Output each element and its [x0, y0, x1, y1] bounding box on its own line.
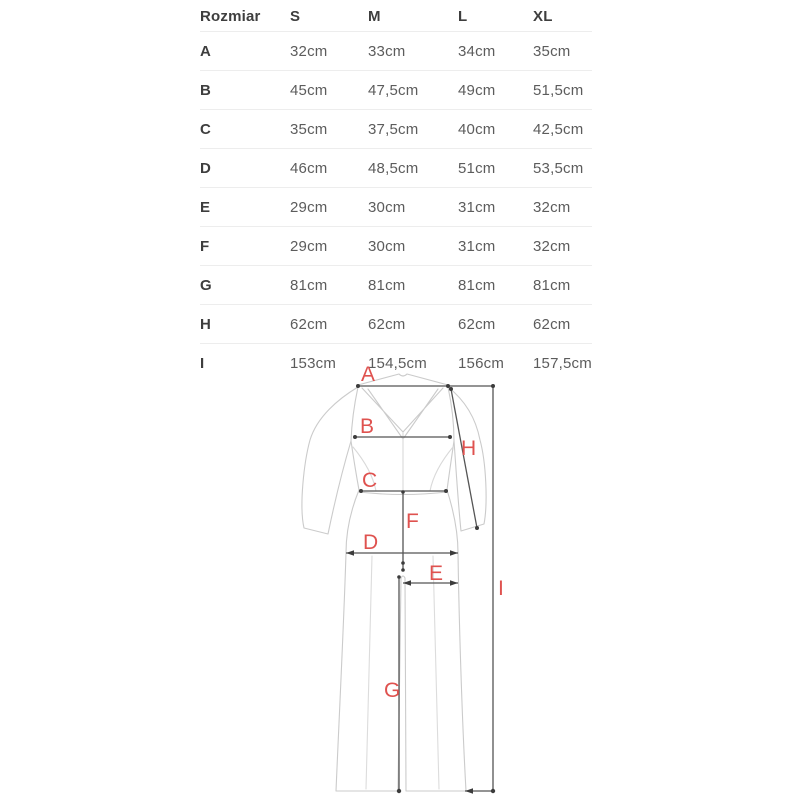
measure-label-a: A	[361, 363, 376, 386]
size-cell: 81cm	[368, 276, 406, 294]
measurement-arrowheads	[346, 550, 473, 793]
measure-label-d: D	[363, 531, 379, 554]
size-cell: 62cm	[290, 315, 328, 333]
col-header-xl: XL	[533, 8, 553, 25]
size-cell: 81cm	[458, 276, 496, 294]
measure-label-f: F	[406, 510, 419, 533]
v-neckline	[362, 388, 443, 439]
size-cell: 30cm	[368, 198, 406, 216]
size-cell: 51,5cm	[533, 81, 584, 99]
size-cell: 153cm	[290, 354, 337, 372]
row-label: G	[200, 276, 212, 294]
size-cell: 62cm	[458, 315, 496, 333]
pants-crotch	[401, 576, 405, 578]
size-cell: 62cm	[533, 315, 571, 333]
measure-label-e: E	[429, 562, 444, 585]
row-label: F	[200, 237, 210, 255]
size-cell: 32cm	[533, 198, 571, 216]
size-cell: 31cm	[458, 237, 496, 255]
col-header-rozmiar: Rozmiar	[200, 8, 261, 25]
size-cell: 81cm	[533, 276, 571, 294]
measure-label-h: H	[461, 437, 477, 460]
size-cell: 32cm	[290, 42, 328, 60]
size-cell: 30cm	[368, 237, 406, 255]
size-cell: 29cm	[290, 237, 328, 255]
size-cell: 35cm	[533, 42, 571, 60]
size-cell: 32cm	[533, 237, 571, 255]
size-cell: 33cm	[368, 42, 406, 60]
col-header-l: L	[458, 8, 468, 25]
size-cell: 35cm	[290, 120, 328, 138]
col-header-m: M	[368, 8, 381, 25]
row-label: I	[200, 354, 205, 372]
row-label: D	[200, 159, 212, 177]
left-sleeve	[302, 387, 358, 534]
size-cell: 42,5cm	[533, 120, 584, 138]
measure-label-i: I	[498, 577, 504, 600]
measurement-labels	[360, 363, 504, 702]
size-cell: 45cm	[290, 81, 328, 99]
measure-label-g: G	[384, 679, 401, 702]
size-cell: 51cm	[458, 159, 496, 177]
size-cell: 62cm	[368, 315, 406, 333]
row-label: E	[200, 198, 211, 216]
size-cell: 31cm	[458, 198, 496, 216]
col-header-s: S	[290, 8, 301, 25]
size-cell: 81cm	[290, 276, 328, 294]
size-cell: 34cm	[458, 42, 496, 60]
size-cell: 154,5cm	[368, 354, 427, 372]
leg-creases	[366, 556, 439, 789]
measure-label-b: B	[360, 415, 375, 438]
size-cell: 53,5cm	[533, 159, 584, 177]
size-cell: 156cm	[458, 354, 505, 372]
row-label: H	[200, 315, 212, 333]
size-cell: 37,5cm	[368, 120, 419, 138]
size-cell: 48,5cm	[368, 159, 419, 177]
row-label: C	[200, 120, 212, 138]
size-cell: 49cm	[458, 81, 496, 99]
size-cell: 47,5cm	[368, 81, 419, 99]
size-cell: 46cm	[290, 159, 328, 177]
size-cell: 157,5cm	[533, 354, 592, 372]
size-cell: 29cm	[290, 198, 328, 216]
measure-label-c: C	[362, 469, 378, 492]
row-label: A	[200, 42, 212, 60]
row-label: B	[200, 81, 212, 99]
size-cell: 40cm	[458, 120, 496, 138]
